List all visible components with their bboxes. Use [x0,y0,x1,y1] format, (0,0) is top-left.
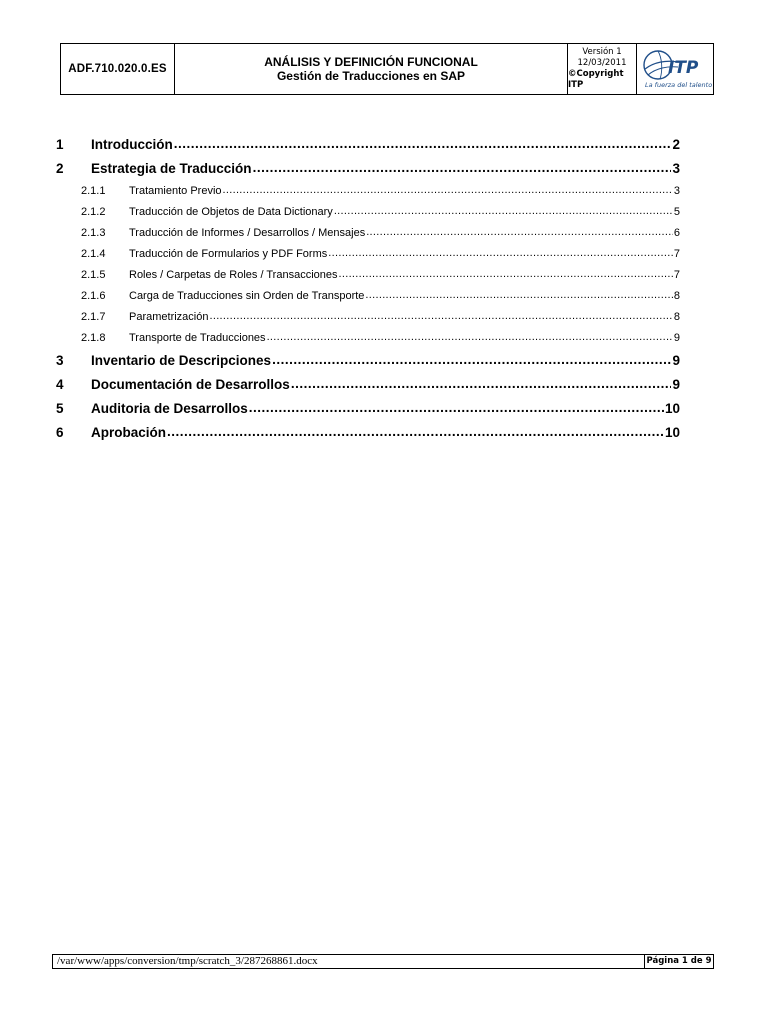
svg-text:ITP: ITP [668,58,699,78]
toc-leader-dots [253,160,672,176]
toc-entry-title: Traducción de Formularios y PDF Forms [129,248,328,260]
toc-entry[interactable] [56,128,680,152]
toc-entry-title: Aprobación [91,425,167,440]
toc-leader-dots [267,331,673,344]
toc-leader-dots [272,352,671,368]
document-code: ADF.710.020.0.ES [61,44,175,94]
toc-leader-dots [328,247,673,260]
toc-entry-page: 8 [673,311,680,323]
toc-entry-title: Traducción de Objetos de Data Dictionary [129,206,333,218]
toc-entry-page: 8 [673,290,680,302]
toc-entry-number: 1 [56,137,64,152]
toc-leader-dots [167,424,664,440]
document-header [60,43,714,95]
toc-leader-dots [223,184,673,197]
toc-leader-dots [339,268,673,281]
toc-entry-number: 2.1.6 [81,290,106,302]
toc-entry[interactable] [56,260,680,281]
toc-entry-title: Auditoria de Desarrollos [91,401,248,416]
table-of-contents [56,128,680,440]
toc-leader-dots [249,400,664,416]
toc-entry-title: Tratamiento Previo [129,185,222,197]
toc-entry-page: 9 [672,353,680,368]
toc-entry-title: Introducción [91,137,173,152]
copyright-label: ©Copyright ITP [568,69,624,90]
toc-entry-number: 2.1.3 [81,227,106,239]
toc-entry[interactable] [56,197,680,218]
toc-entry-title: Carga de Traducciones sin Orden de Transporte [129,290,365,302]
toc-entry-number: 6 [56,425,64,440]
toc-entry-number: 2.1.4 [81,248,106,260]
toc-entry-page: 5 [673,206,680,218]
toc-entry-title: Parametrización [129,311,209,323]
toc-entry-page: 9 [673,332,680,344]
toc-entry-number: 2.1.2 [81,206,106,218]
version-label: Versión 1 [582,47,622,57]
toc-entry[interactable] [56,176,680,197]
toc-entry[interactable] [56,416,680,440]
toc-leader-dots [174,136,672,152]
toc-entry[interactable] [56,152,680,176]
toc-entry-page: 7 [673,248,680,260]
file-path: /var/www/apps/conversion/tmp/scratch_3/287268861.docx [53,955,645,968]
toc-leader-dots [291,376,672,392]
toc-entry[interactable] [56,218,680,239]
title-line-2: Gestión de Traducciones en SAP [276,69,466,83]
toc-entry-title: Documentación de Desarrollos [91,377,290,392]
toc-leader-dots [209,310,672,323]
document-footer [52,954,714,969]
toc-entry-page: 10 [664,401,680,416]
toc-entry-number: 2.1.1 [81,185,106,197]
itp-logo-icon [642,48,722,84]
toc-leader-dots [334,205,673,218]
toc-entry-page: 3 [673,185,680,197]
title-line-1: ANÁLISIS Y DEFINICIÓN FUNCIONAL [264,55,478,69]
toc-entry-number: 3 [56,353,64,368]
toc-entry-title: Transporte de Traducciones [129,332,266,344]
version-block [568,44,637,94]
toc-entry[interactable] [56,323,680,344]
toc-entry-page: 6 [673,227,680,239]
toc-entry-number: 5 [56,401,64,416]
toc-entry-page: 2 [672,137,680,152]
toc-entry-page: 3 [672,161,680,176]
version-date: 12/03/2011 [577,58,627,68]
toc-entry[interactable] [56,302,680,323]
toc-leader-dots [365,289,672,302]
toc-entry-title: Inventario de Descripciones [91,353,272,368]
toc-leader-dots [366,226,673,239]
toc-entry-number: 2.1.8 [81,332,106,344]
toc-entry-number: 2.1.7 [81,311,106,323]
toc-entry-number: 2.1.5 [81,269,106,281]
toc-entry-number: 4 [56,377,64,392]
toc-entry-number: 2 [56,161,64,176]
toc-entry-page: 9 [672,377,680,392]
logo-tagline: La fuerza del talento [645,81,713,89]
toc-entry[interactable] [56,344,680,368]
document-title [175,44,568,94]
toc-entry[interactable] [56,239,680,260]
toc-entry[interactable] [56,392,680,416]
toc-entry[interactable] [56,281,680,302]
toc-entry-title: Estrategia de Traducción [91,161,252,176]
toc-entry-title: Roles / Carpetas de Roles / Transacciones [129,269,338,281]
toc-entry[interactable] [56,368,680,392]
toc-entry-title: Traducción de Informes / Desarrollos / Mensajes [129,227,366,239]
toc-entry-page: 7 [673,269,680,281]
itp-logo [637,44,713,94]
page-number: Página 1 de 9 [646,956,712,966]
toc-entry-page: 10 [664,425,680,440]
